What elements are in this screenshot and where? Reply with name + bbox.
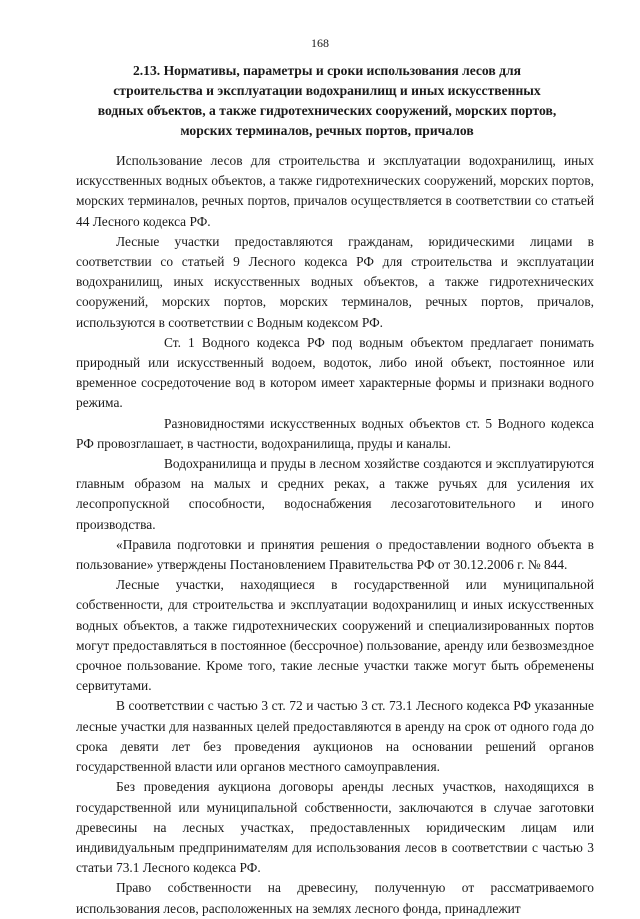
page-number: 168 — [311, 36, 329, 50]
section-heading: 2.13. Нормативы, параметры и сроки использования лесов для строительства и эксплуатации водохранилищ и иных искусственных водных объектов, а также гидротехнических сооружений, морских портов, морских терминалов, речных портов, причалов — [97, 63, 557, 138]
paragraph: Без проведения аукциона договоры аренды лесных участков, находящихся в государственной или муниципальной собственности, заключаются в случае заготовки древесины на лесных участках, предоставленных юридическим лицам или индивидуальным предпринимателям для использования лесов в соответствии с частью 3 статьи 73.1 Лесного кодекса РФ. — [76, 779, 594, 876]
paragraph: Право собственности на древесину, полученную от рассматриваемого использования лесов, расположенных на землях лесного фонда, принадлежит — [76, 880, 594, 916]
paragraph: Использование лесов для строительства и эксплуатации водохранилищ, иных искусственных водных объектов, а также гидротехнических сооружений, морских портов, морских терминалов, речных портов, причалов осуществляется в соответствии со статьей 44 Лесного кодекса РФ. — [76, 153, 594, 229]
paragraph: В соответствии с частью 3 ст. 72 и частью 3 ст. 73.1 Лесного кодекса РФ указанные лесные участки для названных целей предоставляются в аренду на срок от одного года до срока девяти лет без проведения аукционов на основании решений органов государственной власти или органов местного самоуправления. — [76, 698, 594, 775]
paragraph: Разновидностями искусственных водных объектов ст. 5 Водного кодекса РФ провозглашает, в частности, водохранилища, пруды и каналы. — [76, 415, 594, 451]
paragraph: Водохранилища и пруды в лесном хозяйстве создаются и эксплуатируются главным образом на малых и средних реках, а также ручьях для усиления их лесопропускной способности, водоснабжения лесозаготовительного и иного производства. — [76, 456, 594, 532]
body-text — [76, 151, 594, 919]
paragraph: Ст. 1 Водного кодекса РФ под водным объектом предлагает понимать природный или искусственный водоем, водоток, либо иной объект, постоянное или временное сосредоточение вод в котором имеет характерные формы и признаки водного режима. — [76, 334, 594, 411]
paragraph: «Правила подготовки и принятия решения о предоставлении водного объекта в пользование» утверждены Постановлением Правительства РФ от 30.12.2006 г. № 844. — [76, 536, 594, 573]
paragraph: Лесные участки предоставляются гражданам, юридическими лицами в соответствии со статьей 9 Лесного кодекса РФ для строительства и эксплуатации водохранилищ, иных искусственных водных объектов, а также гидротехнических сооружений, морских портов, морских терминалов, речных портов, причалов, используются в соответствии с Водным кодексом РФ. — [76, 233, 594, 330]
paragraph: Лесные участки, находящиеся в государственной или муниципальной собственности, для строительства и эксплуатации водохранилищ и иных искусственных водных объектов, а также гидротехнических сооружений и специализированных портов могут предоставляться в постоянное (бессрочное) пользование, аренду или безвозмездное срочное пользование. Кроме того, такие лесные участки также могут быть обременены сервитутами. — [76, 577, 594, 694]
